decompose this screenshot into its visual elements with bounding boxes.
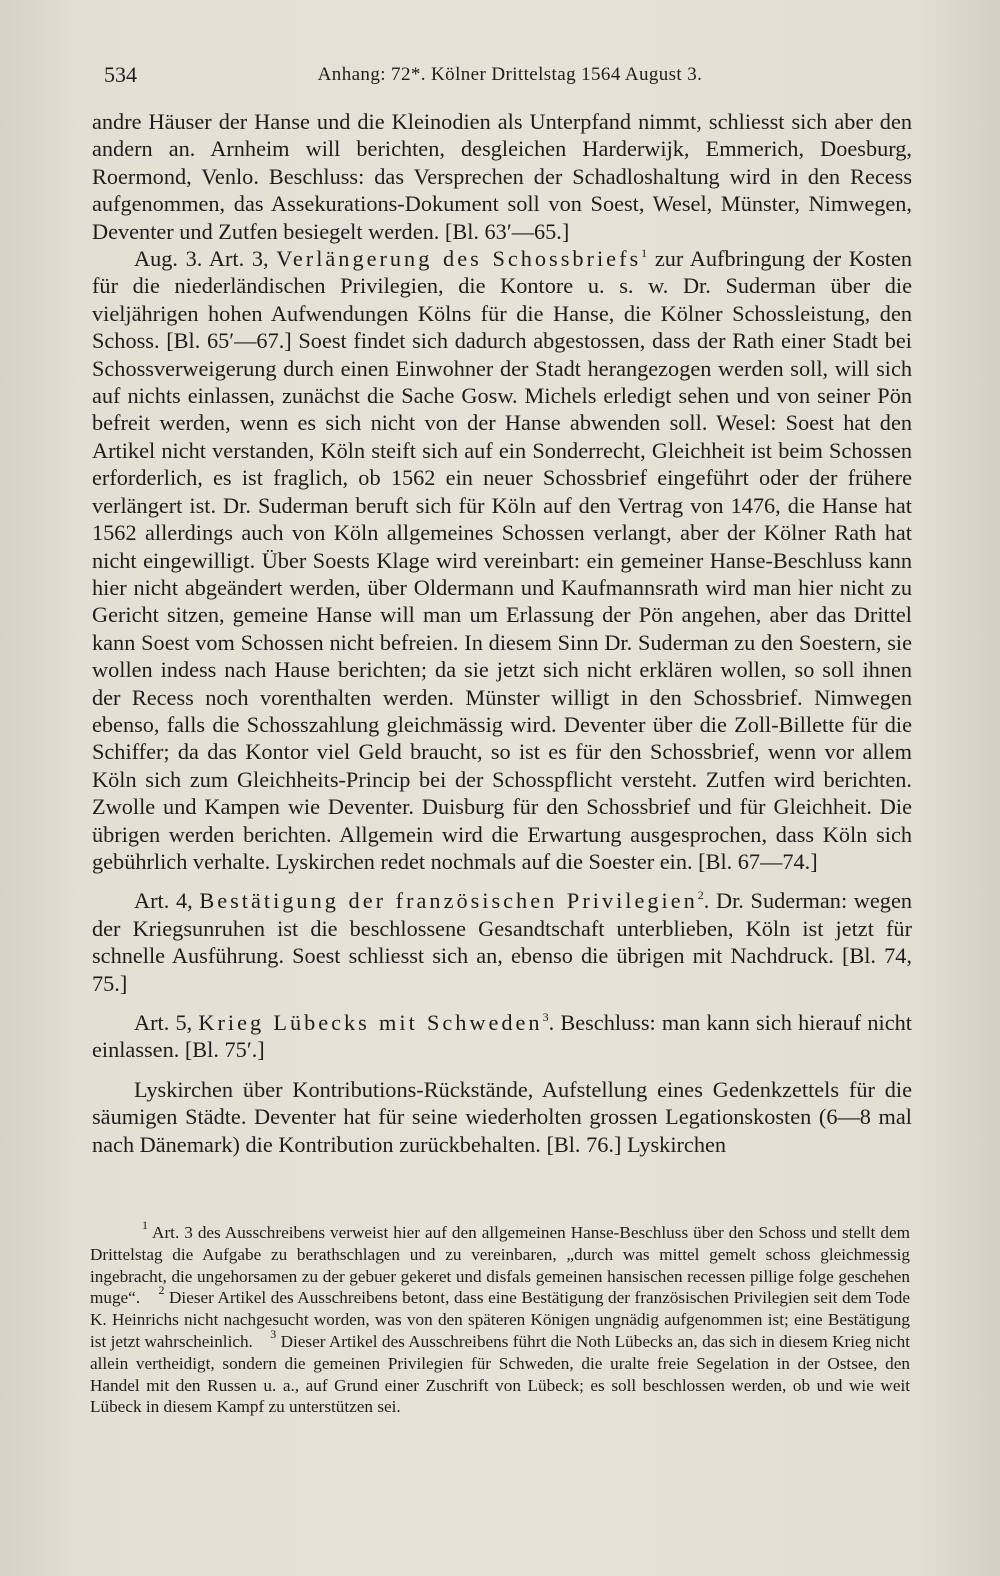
paragraph-text: . Dr. Suderman: wegen der Kriegsunruhen ist die beschlossene Gesandtschaft unterblieben, Köln ist jetzt für schnelle Ausführung. Soest schliesst sich an, ebenso die übrigen mit Nachdruck. [Bl. 74, 75.] (92, 888, 912, 996)
footnote-marker: 2 (158, 1283, 165, 1298)
article-heading: Verlängerung des Schossbriefs (276, 246, 642, 272)
paragraph-text: zur Aufbringung der Kosten für die niederländischen Privilegien, die Kontore u. s. w. Dr. Suderman über die vieljährigen hohen Aufwendungen Kölns für die Hanse, die Kölner Schossleistung, den Schoss. [Bl. 65′—67.] Soest findet sich dadurch abgestossen, dass der Rath einer Stadt bei Schossverweigerung durch einen Einwohner der Stadt herangezogen werden soll, will sich auf nichts einlassen, zunächst die Sache Gosw. Michels erledigt sehen und von seiner Pön befreit werden, wenn es sich nicht von der Hanse abwenden soll. Wesel: Soest hat den Artikel nicht verstanden, Köln steift sich auf ein Sonderrecht, Gleichheit ist beim Schossen erforderlich, es ist fraglich, ob 1562 ein neuer Schossbrief eingeführt oder der frühere verlängert ist. Dr. Suderman beruft sich für Köln auf den Vertrag von 1476, die Hanse hat 1562 allerdings auch von Köln allgemeines Schossen verlangt, aber der Kölner Rath hat nicht eingewilligt. Über Soests Klage wird vereinbart: ein gemeiner Hanse-Beschluss kann hier nicht abgeändert werden, über Oldermann und Kaufmannsrath wird man hier nicht zu Gericht sitzen, gemeine Hanse will man um Erlassung der Pön angehen, aber das Drittel kann Soest vom Schossen nicht befreien. In diesem Sinn Dr. Suderman zu den Soestern, sie wollen indess nach Hause berichten; da sie jetzt sich nicht erklären wollen, so soll ihnen der Recess noch vorenthalten werden. Münster willigt in den Schossbrief. Nimwegen ebenso, falls die Schosszahlung gleichmässig wird. Deventer über die Zoll-Billette für die Schiffer; da das Kontor viel Geld braucht, so ist es für den Schossbrief, wenn vor allem Köln sich zum Gleichheits-Princip bei der Schosspflicht versteht. Zutfen wird berichten. Zwolle und Kampen wie Deventer. Duisburg für den Schossbrief und für Gleichheit. Die übrigen werden berichten. Allgemein wird die Erwartung ausgesprochen, dass Köln sich gebührlich verhalte. Lyskirchen redet nochmals auf die Soester ein. [Bl. 67—74.] (92, 246, 912, 874)
footnote-ref: 1 (641, 246, 648, 261)
page-header (104, 62, 916, 92)
footnote-ref: 2 (697, 888, 704, 903)
article-prefix: Art. 4, (134, 888, 200, 914)
footnotes (90, 1218, 911, 1418)
running-title: Anhang: 72*. Kölner Drittelstag 1564 August 3. (317, 64, 703, 85)
paragraph-art-4 (92, 887, 912, 997)
paragraph-text: Lyskirchen über Kontributions-Rückstände, Aufstellung eines Gedenkzettels für die säumigen Städte. Deventer hat für seine wiederholten grossen Legationskosten (6—8 mal nach Dänemark) die Kontribution zurückbehalten. [Bl. 76.] Lyskirchen (92, 1076, 912, 1157)
paragraph-continuation (92, 108, 912, 245)
paragraph-text: . Beschluss: man kann sich hierauf nicht einlassen. [Bl. 75′.] (92, 1010, 912, 1063)
footnote-text: Dieser Artikel des Ausschreibens führt die Noth Lübecks an, das sich in diesem Krieg nicht allein vertheidigt, sondern die gemeinen Privilegien für Schweden, die uralte freie Segelation in der Ostsee, den Handel mit den Russen u. a., auf Grund einer Zuschrift von Lübeck; es soll beschlossen werden, ob und wie weit Lübeck in diesem Kampf zu unterstützen sei. (90, 1331, 910, 1417)
paragraph-text: andre Häuser der Hanse und die Kleinodien als Unterpfand nimmt, schliesst sich aber den andern an. Arnheim will berichten, desgleichen Harderwijk, Emmerich, Doesburg, Roermond, Venlo. Beschluss: das Versprechen der Schadloshaltung wird in den Recess aufgenommen, das Assekurations-Dokument soll von Soest, Wesel, Münster, Nimwegen, Deventer und Zutfen besiegelt werden. [Bl. 63′—65.] (92, 109, 912, 244)
footnote-text: Art. 3 des Ausschreibens verweist hier auf den allgemeinen Hanse-Beschluss über den Schoss und stellt dem Drittelstag die Aufgabe zu berathschlagen und zu vereinbaren, „durch was mittel gemelt schoss gleichmessig ingebracht, die ungehorsamen zu der gebuer gekeret und disfals gemeinen hansischen recessen pillige folge geschehen muge“. (90, 1223, 910, 1308)
footnote-marker: 3 (270, 1326, 277, 1341)
footnote-text: Dieser Artikel des Ausschreibens betont, dass eine Bestätigung der französischen Privilegien seit dem Tode K. Heinrichs nicht nachgesucht worden, was von den späteren Königen ungnädig aufgenommen ist; eine Bestätigung ist jetzt wahrscheinlich. (90, 1288, 911, 1351)
paragraph-lyskirchen (92, 1076, 912, 1158)
paragraph-art-3 (92, 245, 912, 875)
footnote-marker: 1 (142, 1218, 148, 1232)
article-prefix: Art. 5, (134, 1010, 199, 1035)
footnote-block (90, 1218, 911, 1418)
article-heading: Krieg Lübecks mit Schweden (198, 1010, 543, 1035)
article-prefix: Aug. 3. Art. 3, (134, 246, 277, 272)
paragraph-art-5 (92, 1009, 912, 1064)
footnote-ref: 3 (542, 1010, 549, 1024)
main-text (92, 108, 912, 1158)
page-number: 534 (104, 62, 137, 87)
article-heading: Bestätigung der französischen Privilegien (199, 888, 698, 914)
